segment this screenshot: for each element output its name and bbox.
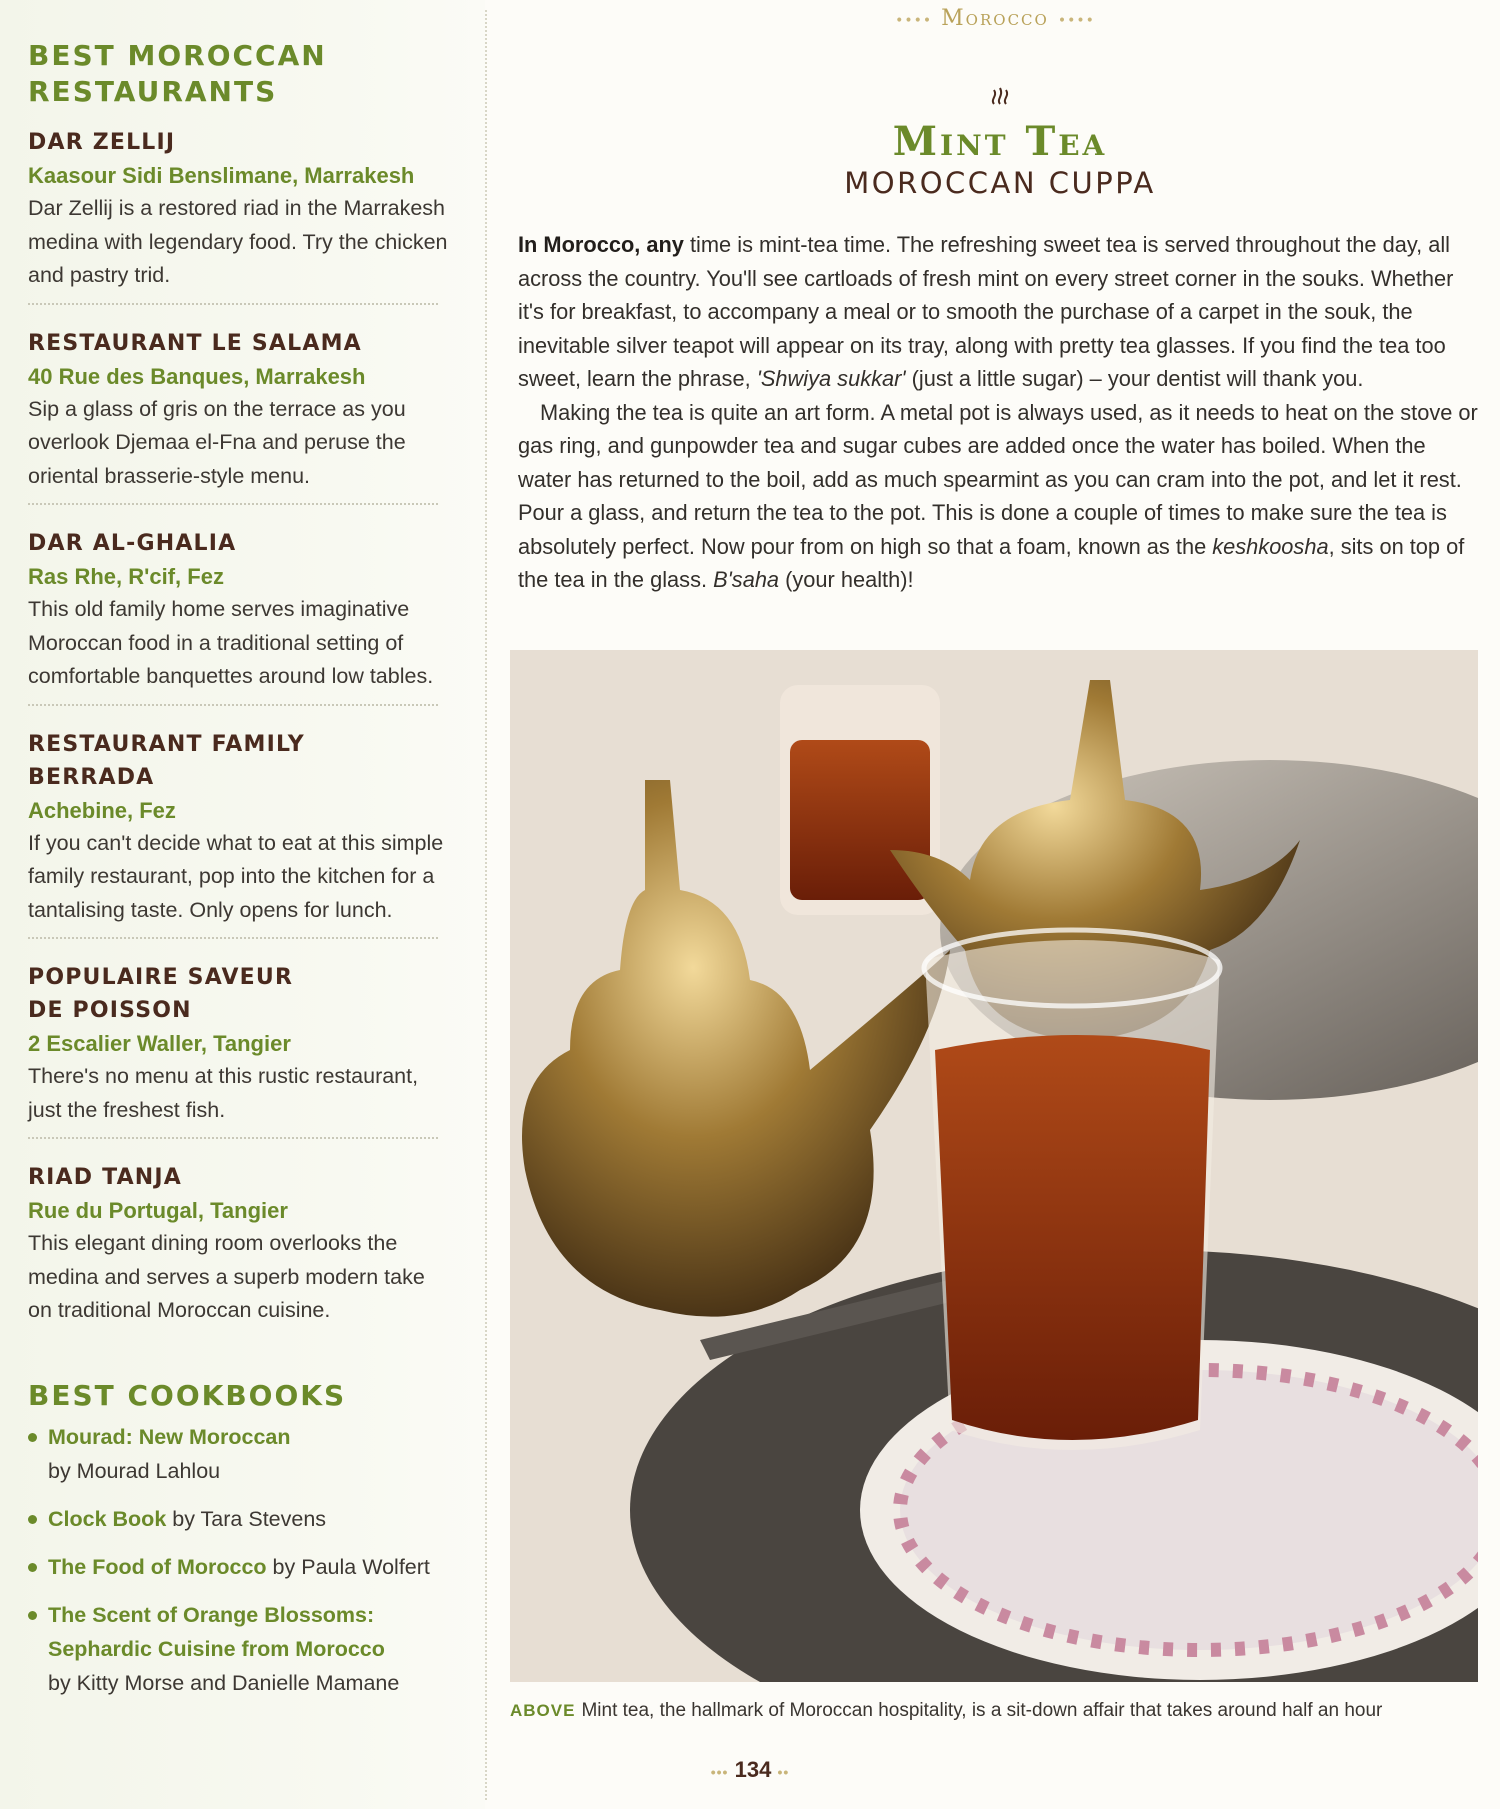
tea-photo-illustration: [510, 650, 1478, 1682]
cookbook-title: The Food of Morocco: [48, 1554, 267, 1579]
toast-word: B'saha: [713, 567, 780, 592]
cookbooks-heading: BEST COOKBOOKS: [28, 1378, 347, 1412]
decorative-dots: •••: [710, 1764, 729, 1780]
running-head-label: Morocco: [941, 6, 1049, 31]
list-item: [28, 1420, 448, 1488]
restaurant-description: There's no menu at this rustic restaurant, just the freshest fish.: [28, 1064, 419, 1122]
cookbook-author: by Tara Stevens: [172, 1506, 327, 1531]
restaurant-description: This elegant dining room overlooks the medina and serves a superb modern take on traditional Moroccan cuisine.: [28, 1231, 425, 1322]
restaurant-description: Dar Zellij is a restored riad in the Marrakesh medina with legendary food. Try the chicken and pastry trid.: [28, 196, 448, 287]
sidebar-content: [28, 38, 448, 1714]
restaurant-entry: [28, 311, 448, 506]
cookbook-author: by Paula Wolfert: [272, 1554, 430, 1579]
paragraph-text: (your health)!: [779, 567, 914, 592]
dotted-separator: [28, 704, 438, 706]
tea-liquid: [935, 1035, 1210, 1440]
restaurant-address: Ras Rhe, R'cif, Fez: [28, 564, 224, 589]
cookbook-title: Clock Book: [48, 1506, 167, 1531]
decorative-dots: ••••: [1057, 13, 1095, 29]
article-body: [518, 228, 1480, 597]
restaurant-address: Rue du Portugal, Tangier: [28, 1198, 288, 1223]
paragraph: [518, 396, 1480, 597]
foam-word: keshkoosha: [1212, 533, 1329, 559]
tea-photo: [510, 650, 1478, 1682]
dotted-separator: [28, 937, 438, 939]
restaurant-entry: [28, 110, 448, 305]
paragraph-text: time is mint-tea time. The refreshing sweet tea is served throughout the day, all across the country. You'll see cartloads of fresh mint on every street corner in the souks. Whether it's for breakfast, to accompany a meal or to smooth the purchase of a carpet in the souk, the inevitable silver teapot will appear on its tray, along with pretty tea glasses. If you find the tea too sweet, learn the phrase,: [518, 232, 1454, 391]
cookbook-title: The Scent of Orange Blossoms: Sephardic Cuisine from Morocco: [48, 1602, 385, 1661]
steam-icon: [985, 84, 1015, 111]
restaurants-heading: BEST MOROCCAN RESTAURANTS: [28, 39, 327, 108]
restaurant-entry: [28, 511, 448, 706]
column-divider: [485, 10, 487, 1800]
restaurant-address: Achebine, Fez: [28, 797, 176, 823]
restaurant-name: DAR AL-GHALIA: [28, 531, 237, 556]
restaurant-name: POPULAIRE SAVEUR DE POISSON: [28, 965, 294, 1023]
steam-icon-svg: [988, 84, 1012, 106]
decorative-dots: ••••: [895, 13, 933, 29]
restaurant-name: RESTAURANT LE SALAMA: [28, 330, 362, 356]
photo-caption: [510, 1700, 1490, 1722]
dotted-separator: [28, 303, 438, 305]
paragraph-text: Making the tea is quite an art form. A metal pot is always used, as it needs to heat on the stove or gas ring, and gunpowder tea and sugar cubes are added once the water has boiled. When the water has returned to the boil, add as much spearmint as you can cram into the pot, and let it rest. Pour a glass, and return the tea to the pot. This is done a couple of times to make sure the tea is absolutely perfect. Now pour from on high so that a foam, known as the: [518, 399, 1478, 559]
running-head: [855, 6, 1135, 31]
restaurant-entry: [28, 712, 448, 940]
restaurant-address: Kaasour Sidi Benslimane, Marrakesh: [28, 163, 415, 188]
paragraph-text: (just a little sugar) – your dentist will thank you.: [905, 366, 1364, 391]
caption-text: Mint tea, the hallmark of Moroccan hospitality, is a sit-down affair that takes around half an hour: [581, 1700, 1383, 1721]
restaurant-entry: [28, 1145, 448, 1328]
restaurant-entry: [28, 945, 448, 1139]
article-subtitle: MOROCCAN CUPPA: [844, 166, 1156, 200]
restaurant-name: RIAD TANJA: [28, 1165, 183, 1190]
phrase: 'Shwiya sukkar': [756, 366, 906, 391]
cookbook-list: [28, 1420, 448, 1700]
bullet-icon: [28, 1563, 37, 1572]
paragraph: [518, 228, 1480, 396]
page-number-value: 134: [734, 1757, 772, 1782]
list-item: [28, 1598, 428, 1700]
caption-label: ABOVE: [510, 1701, 576, 1720]
restaurant-address: 40 Rue des Banques, Marrakesh: [28, 363, 366, 389]
bullet-icon: [28, 1433, 37, 1442]
cookbook-title: Mourad: New Moroccan: [48, 1424, 291, 1449]
decorative-dots: ••: [777, 1764, 790, 1780]
restaurant-description: If you can't decide what to eat at this simple family restaurant, pop into the kitchen for a tantalising taste. Only opens for lunch.: [28, 830, 444, 922]
bullet-icon: [28, 1611, 37, 1620]
paragraph-text: , sits on top of the tea in the glass.: [518, 533, 1465, 592]
cookbook-author: by Kitty Morse and Danielle Mamane: [48, 1670, 400, 1695]
bullet-icon: [28, 1515, 37, 1524]
list-item: [28, 1502, 448, 1536]
list-item: [28, 1550, 448, 1584]
page-number: [690, 1757, 810, 1783]
dotted-separator: [28, 1137, 438, 1139]
restaurant-address: 2 Escalier Waller, Tangier: [28, 1031, 291, 1056]
restaurant-description: This old family home serves imaginative Moroccan food in a traditional setting of comfortable banquettes around low tables.: [28, 597, 434, 688]
lead-in: In Morocco, any: [518, 232, 684, 257]
restaurant-name: RESTAURANT FAMILY BERRADA: [28, 731, 305, 790]
restaurant-name: DAR ZELLIJ: [28, 130, 176, 155]
sidebar-panel: [0, 0, 485, 1809]
cookbook-author: by Mourad Lahlou: [48, 1458, 221, 1483]
article-title: Mint Tea: [892, 118, 1108, 165]
dotted-separator: [28, 503, 438, 505]
restaurant-description: Sip a glass of gris on the terrace as you overlook Djemaa el-Fna and peruse the oriental brasserie-style menu.: [28, 396, 406, 488]
